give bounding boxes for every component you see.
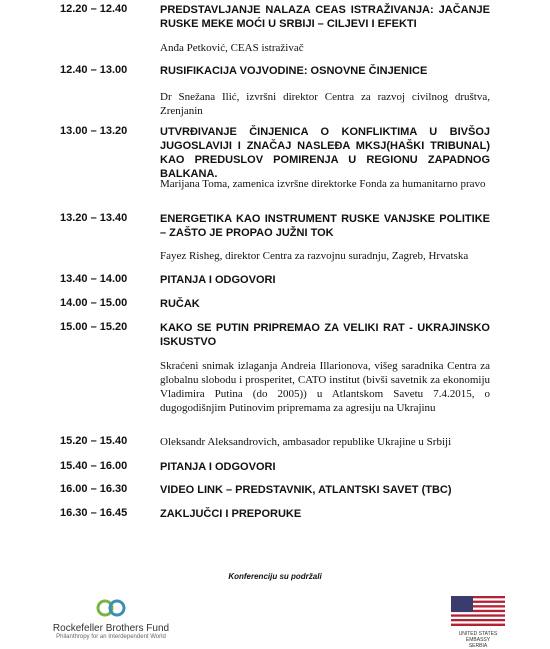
rbf-mark-icon (91, 598, 131, 618)
supporters-note: Konferenciju su podržali (228, 572, 322, 581)
agenda-time: 14.00 – 15.00 (60, 297, 128, 309)
agenda-time: 13.00 – 13.20 (60, 125, 128, 137)
agenda-title: PREDSTAVLJANJE NALAZA CEAS ISTRAŽIVANJA: JAČANJE RUSKE MEKE MOĆI U SRBIJI – CILJEVI I EFEKTI (160, 4, 490, 30)
agenda-title: ENERGETIKA KAO INSTRUMENT RUSKE VANJSKE POLITIKE – ZAŠTO JE PROPAO JUŽNI TOK (160, 213, 490, 239)
agenda-time: 13.20 – 13.40 (60, 212, 128, 224)
agenda-desc: Skraćeni snimak izlaganja Andreia Illarionova, višeg saradnika Centra za globalnu slobodu i prosperitet, CATO institut (bivši savetnik za ekonomiju Vladimira Putina (do 2005)) u Atlantskom Savetu 7.4.2015, o dugogodišnjim Putinovim pripremama za agresiju na Ukrajinu (160, 360, 490, 414)
agenda-time: 15.00 – 15.20 (60, 321, 128, 333)
agenda-desc: Marijana Toma, zamenica izvršne direktorke Fonda za humanitarno pravo (160, 178, 486, 190)
rbf-logo (36, 598, 186, 640)
agenda-title: UTVRĐIVANJE ČINJENICA O KONFLIKTIMA U BIVŠOJ JUGOSLAVIJI I ZNAČAJ NASLEĐA MKSJ(HAŠKI TRIBUNAL) KAO PREDUSLOV POMIRENJA U REGIONU ZAPADNOG BALKANA. (160, 126, 490, 180)
agenda-desc: Anđa Petković, CEAS istraživač (160, 42, 304, 54)
agenda-title: VIDEO LINK – PREDSTAVNIK, ATLANTSKI SAVET (TBC) (160, 484, 452, 496)
agenda-time: 15.20 – 15.40 (60, 435, 128, 447)
agenda-time: 15.40 – 16.00 (60, 460, 128, 472)
agenda-title: RUČAK (160, 298, 200, 310)
agenda-title: RUSIFIKACIJA VOJVODINE: OSNOVNE ČINJENICE (160, 65, 428, 77)
agenda-time: 12.20 – 12.40 (60, 3, 128, 15)
agenda-time: 12.40 – 13.00 (60, 64, 128, 76)
us-flag-icon (451, 596, 505, 626)
embassy-name: UNITED STATES EMBASSY (458, 631, 498, 643)
embassy-city: SERBIA (468, 643, 488, 649)
agenda-time: 16.30 – 16.45 (60, 507, 128, 519)
agenda-title: PITANJA I ODGOVORI (160, 461, 276, 473)
agenda-time: 13.40 – 14.00 (60, 273, 128, 285)
agenda-title: ZAKLJUČCI I PREPORUKE (160, 508, 302, 520)
agenda-title: KAKO SE PUTIN PRIPREMAO ZA VELIKI RAT - UKRAJINSKO ISKUSTVO (160, 322, 490, 348)
agenda-desc: Dr Snežana Ilić, izvršni direktor Centra za razvoj civilnog društva, Zrenjanin (160, 91, 490, 117)
agenda-desc: Oleksandr Aleksandrovich, ambasador republike Ukrajine u Srbiji (160, 436, 452, 448)
agenda-title: PITANJA I ODGOVORI (160, 274, 276, 286)
agenda-desc: Fayez Risheg, direktor Centra za razvojnu suradnju, Zagreb, Hrvatska (160, 250, 469, 262)
rbf-name: Rockefeller Brothers Fund (52, 623, 170, 634)
agenda-time: 16.00 – 16.30 (60, 483, 128, 495)
rbf-tagline: Philanthropy for an Interdependent World (56, 634, 166, 640)
us-embassy-logo (450, 596, 506, 649)
